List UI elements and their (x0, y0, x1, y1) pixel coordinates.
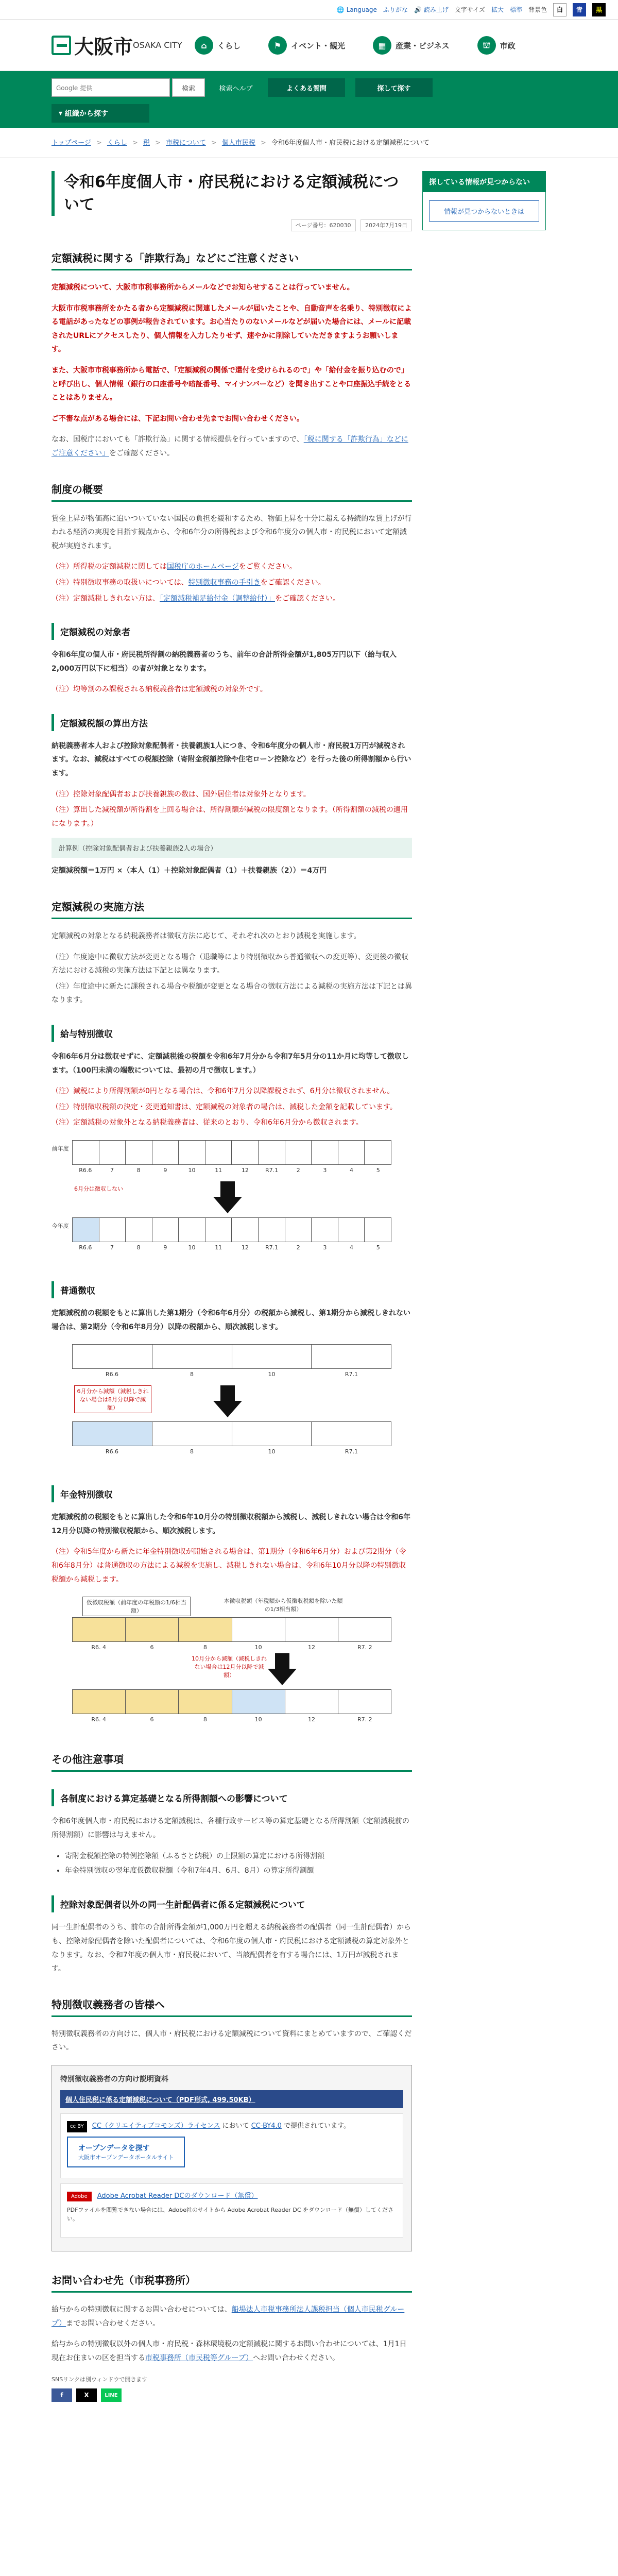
contact-link[interactable]: 船場法人市税事務所法人課税担当（個人市民税グループ） (52, 2306, 405, 2328)
paragraph: 同一生計配偶者のうち、前年の合計所得金額が1,000万円を超える納税義務者の配偶者（同一生計配偶者）からも、控除対象配偶者を除いた配偶者については、令和6年度の個人市・府民税における定額減税の算定対象外となります。なお、令和7年度の個人市・府民税において、当該配偶者を有する場合には、1万円が減税されます。 (52, 1923, 411, 1973)
nav-label: くらし (217, 41, 241, 50)
provisional-cell (179, 1618, 232, 1641)
download-box (52, 2065, 412, 2251)
paragraph: 定額減税前の税額をもとに算出した令和6年10月分の特別徴収税額から減税し、減税しきれない場合は令和6年12月分以降の特別徴収税額から、順次減税します。 (52, 1513, 410, 1535)
subsection-heading: 普通徴収 (52, 1281, 412, 1298)
period-cell (312, 1345, 391, 1368)
paragraph: また、大阪市市税事務所から電話で、「定額減税の関係で還付を受けられるので」や「給付金を振り込むので」と呼び出し、個人情報（銀行の口座番号や暗証番号、マイナンバーなど）を聞き出すことや口座振込手続をとることはありません。 (52, 366, 411, 402)
down-arrow-icon (268, 1669, 297, 1685)
faq-button[interactable]: よくある質問 (268, 78, 345, 97)
tick: 2 (296, 1244, 300, 1251)
month-cell (365, 1141, 391, 1164)
tick: 5 (376, 1166, 380, 1174)
period-cell (312, 1422, 391, 1446)
cc-badge-icon: cc BY (67, 2121, 87, 2132)
building-icon: ▦ (373, 36, 391, 55)
month-cell (205, 1141, 232, 1164)
text: （注）所得税の定額減税に関しては (52, 563, 167, 571)
tick: 8 (190, 1371, 194, 1378)
cc-by-link[interactable]: CC-BY4.0 (251, 2122, 282, 2130)
osaka-mark-icon (52, 36, 71, 55)
period-cell (152, 1422, 232, 1446)
tick: 6 (150, 1716, 154, 1723)
breadcrumb: トップページ > くらし > 税 > 市税について > 個人市民税 > 令和6年度個人市・府民税における定額減税について (0, 128, 618, 158)
calc-example-label: 計算例（控除対象配偶者および扶養親族2人の場合） (52, 838, 412, 858)
down-arrow-icon (213, 1197, 242, 1213)
breadcrumb-current: 令和6年度個人市・府民税における定額減税について (271, 139, 430, 147)
subsection-heading: 各制度における算定基礎となる所得割額への影響について (52, 1789, 412, 1806)
paragraph: 賃金上昇が物価高に追いついていない国民の負担を緩和するため、物価上昇を十分に超える持続的な賃上げが行われる経済の実現を目指す観点から、令和6年分の所得税および令和6年度分の個人市・府民税において定額減税が実施されます。 (52, 514, 412, 550)
tick: 4 (350, 1244, 354, 1251)
note: （注）算出した減税額が所得割を上回る場合は、所得割額が減税の限度額となります。（所得割額の減税の適用になります。） (52, 806, 408, 828)
nav-business[interactable] (364, 29, 459, 62)
size-large-label: 拡大 (491, 6, 504, 13)
tick: R6.6 (79, 1166, 92, 1174)
month-cell (179, 1141, 205, 1164)
month-cell-skipped (73, 1218, 99, 1242)
paragraph: 特別徴収義務者の方向けに、個人市・府民税における定額減税について資料にまとめていますので、ご確認ください。 (52, 2029, 412, 2052)
row-label: 今年度 (52, 1222, 69, 1229)
not-found-button[interactable]: 情報が見つからないときは (429, 200, 539, 222)
period-cell (152, 1345, 232, 1368)
period-cell-reduced (73, 1422, 152, 1446)
provisional-cell (126, 1690, 179, 1714)
tick: 8 (136, 1166, 141, 1174)
period-axis (72, 1448, 391, 1455)
subsection-heading: 控除対象配偶者以外の同一生計配偶者に係る定額減税について (52, 1895, 412, 1912)
flag-icon: ⚑ (268, 36, 287, 55)
month-cell (205, 1218, 232, 1242)
tick: 12 (307, 1716, 315, 1723)
main-cell (285, 1618, 338, 1641)
period-cell (232, 1422, 312, 1446)
furigana-label: ふりがな (383, 6, 408, 13)
tick: R7.1 (345, 1448, 358, 1455)
provisional-cell (126, 1618, 179, 1641)
nav-event[interactable] (259, 29, 354, 62)
font-size-large-button[interactable] (491, 5, 504, 14)
tick: R6.6 (105, 1448, 119, 1455)
month-cell (152, 1141, 179, 1164)
note (52, 576, 412, 590)
font-size-standard-button[interactable] (510, 5, 522, 14)
paragraph: 定額減税について、大阪市市税事務所からメールなどでお知らせすることは行っていません。 (52, 283, 354, 292)
main-cell (285, 1690, 338, 1714)
org-search-label: 組織から探す (64, 110, 108, 118)
tick: 3 (323, 1244, 327, 1251)
open-data-label: オープンデータを探す (78, 2144, 150, 2153)
sidebar-title: 探している情報が見つからない (423, 172, 545, 192)
provisional-cell (73, 1690, 126, 1714)
page-id: ページ番号：620030 (291, 219, 356, 231)
open-data-button[interactable] (67, 2137, 185, 2167)
diagram-row-before (72, 1617, 391, 1642)
text: までお問い合わせください。 (66, 2319, 160, 2328)
month-axis (72, 1244, 391, 1251)
text: 給与からの特別徴収に関するお問い合わせについては、 (52, 2306, 232, 2314)
download-box-title: 特別徴収義務者の方向け説明資料 (60, 2075, 168, 2083)
page-date: 2024年7月19日 (360, 219, 412, 231)
text: をご確認ください。 (260, 578, 325, 587)
provisional-cell (179, 1690, 232, 1714)
diagram-row-before (72, 1140, 391, 1165)
diagram-label: 仮徴収税額（前年度の年税額の1/6相当額） (82, 1597, 191, 1616)
month-cell (73, 1141, 99, 1164)
cc-license-box (60, 2113, 403, 2178)
tick: R6. 4 (91, 1716, 106, 1723)
month-cell (365, 1218, 391, 1242)
paragraph: 納税義務者本人および控除対象配偶者・扶養親族1人につき、令和6年度分の個人市・府民税1万円が減税されます。なお、減税はすべての税額控除（寄附金税額控除や住宅ローン控除など）を行った後の所得割額から行います。 (52, 741, 411, 778)
guide-link[interactable]: 特別徴収事務の手引き (188, 578, 261, 587)
diagram-note: 6月分から減額（減税しきれない場合は8月分以降で減額） (74, 1385, 151, 1413)
text: なお、国税庁においても「詐欺行為」に関する情報提供を行っていますので、 (52, 435, 304, 444)
search-bar-area (0, 71, 618, 128)
tick: 10 (188, 1166, 196, 1174)
tick: 8 (203, 1644, 207, 1651)
tick: R7.1 (345, 1371, 358, 1378)
tick: 12 (241, 1166, 249, 1174)
text: 給与からの特別徴収以外の個人市・府民税・森林環境税の定額減税に関するお問い合わせについては、1月1日現在お住まいの区を担当する (52, 2340, 407, 2362)
tick: R7.1 (265, 1244, 279, 1251)
tick: 11 (215, 1166, 222, 1174)
diagram-label: 本徴収税額（年税額から仮徴収税額を除いた額の1/3相当額） (224, 1598, 343, 1613)
paragraph: 大阪市市税事務所をかたる者から定額減税に関連したメールが届いたことや、自動音声を名乗り、特別徴収による電話があったなどの事例が報告されています。お心当たりのないメールなどが届いた場合には、メールに記載されたURLにアクセスしたり、個人情報を入力したりせず、速やかに削除していただきますようお願いします。 (52, 304, 412, 354)
tick: 10 (268, 1448, 276, 1455)
tick: R7. 2 (357, 1716, 372, 1723)
search-button[interactable]: 検索 (172, 78, 205, 97)
month-cell (312, 1218, 338, 1242)
search-input[interactable]: Google 提供 (52, 78, 170, 97)
month-cell (152, 1218, 179, 1242)
benefit-link[interactable]: 「定額減税補足給付金（調整給付）」 (160, 594, 275, 603)
color-label: 背景色 (528, 6, 547, 13)
month-cell (99, 1141, 126, 1164)
tick: 7 (110, 1166, 114, 1174)
cc-license-link[interactable]: CC（クリエイティブコモンズ）ライセンス (92, 2122, 220, 2130)
tick: 12 (307, 1644, 315, 1651)
reading-label: 読み上げ (423, 6, 449, 13)
language-label: Language (346, 6, 377, 13)
browse-button[interactable]: 探して探す (355, 78, 433, 97)
pdf-row (60, 2090, 403, 2108)
subsection-heading: 定額減税の対象者 (52, 623, 412, 640)
open-data-sub: 大阪市オープンデータポータルサイト (78, 2154, 174, 2161)
sns-share (52, 2388, 412, 2402)
nav-label: イベント・観光 (291, 41, 346, 50)
period-cell (232, 1345, 312, 1368)
down-arrow-icon (213, 1401, 242, 1417)
calc-formula: 定額減税額＝1万円 ×（本人（1）＋控除対象配偶者（1）＋扶養親族（2））＝4万円 (52, 867, 327, 875)
text: へお問い合わせください。 (253, 2353, 340, 2362)
month-cell (338, 1218, 365, 1242)
tick: 10 (254, 1644, 262, 1651)
breadcrumb-item[interactable]: トップページ (52, 139, 91, 147)
month-axis (72, 1167, 391, 1174)
tick: 2 (296, 1166, 300, 1174)
text: をご確認ください。 (109, 449, 174, 457)
main-cell (338, 1618, 391, 1641)
subsection-heading: 給与特別徴収 (52, 1025, 412, 1042)
text: をご確認ください。 (275, 594, 340, 603)
color-white-button[interactable]: 白 (553, 3, 566, 16)
note (52, 560, 412, 574)
logo-text: 大阪市 (74, 35, 133, 58)
paragraph: 令和6年6月分は徴収せずに、定額減税後の税額を令和6年7月分から令和7年5月分の11か月に均等して徴収します。（100円未満の端数については、最初の月で徴収します。） (52, 1053, 409, 1075)
salary-withholding-diagram (52, 1140, 412, 1264)
section-heading: 特別徴収義務者の皆様へ (52, 1996, 412, 2017)
tick: 5 (376, 1244, 380, 1251)
month-cell (126, 1141, 152, 1164)
note: （注）減税により所得割額が0円となる場合は、令和6年7月分以降課税されず、6月分は徴収されません。 (52, 1087, 394, 1096)
text: において (222, 2122, 249, 2130)
page-meta (52, 221, 412, 229)
acrobat-box (60, 2183, 403, 2238)
tick: 9 (163, 1166, 167, 1174)
language-link[interactable]: 🌐 Language (336, 6, 377, 13)
paragraph: 定額減税の対象となる納税義務者は徴収方法に応じて、それぞれ次のとおり減税を実施します。 (52, 932, 361, 941)
facebook-icon[interactable]: f (52, 2388, 72, 2402)
month-cell (232, 1141, 259, 1164)
tick: 8 (190, 1448, 194, 1455)
ordinary-collection-diagram (52, 1344, 412, 1468)
list-item: • 年金特別徴収の翌年度仮徴収税額（令和7年4月、6月、8月）の算定所得割額 (65, 1863, 412, 1878)
tick: 8 (136, 1244, 141, 1251)
tick: 10 (254, 1716, 262, 1723)
breadcrumb-item[interactable]: くらし (107, 139, 127, 147)
search-help-link[interactable]: 検索ヘルプ (219, 84, 253, 93)
month-cell (312, 1141, 338, 1164)
acrobat-badge-icon: Adobe (67, 2192, 92, 2201)
tick: R7. 2 (357, 1644, 372, 1651)
sns-note: SNSリンクは別ウィンドウで開きます (52, 2376, 148, 2383)
tick: 11 (215, 1244, 222, 1251)
diagram-row-after (72, 1217, 391, 1242)
paragraph (52, 433, 412, 460)
page-title: 令和6年度個人市・府民税における定額減税について (52, 171, 412, 216)
main-content (52, 171, 412, 2402)
site-header (0, 20, 618, 71)
tick: 9 (163, 1244, 167, 1251)
nav-label: 市政 (500, 41, 516, 50)
paragraph: 定額減税前の税額をもとに算出した第1期分（令和6年6月分）の税額から減税し、第1期分から減税しきれない場合は、第2期分（令和6年8月分）以降の税額から、順次減税します。 (52, 1309, 410, 1331)
period-cell (73, 1345, 152, 1368)
tick: 7 (110, 1244, 114, 1251)
section-heading: お問い合わせ先（市税事務所） (52, 2272, 412, 2293)
font-size-label: 文字サイズ (454, 6, 485, 13)
utility-bar (0, 0, 618, 20)
nav-kurashi[interactable] (185, 29, 250, 62)
note: （注）定額減税の対象外となる納税義務者は、従来のとおり、令和6年6月分から徴収されます。 (52, 1118, 363, 1127)
paragraph: 令和6年度個人市・府民税における定額減税は、各種行政サービス等の算定基礎となる所得割額（定額減税前の所得割額）に影響は与えません。 (52, 1817, 409, 1839)
text: をご覧ください。 (238, 563, 297, 571)
acrobat-note: PDFファイルを閲覧できない場合には、Adobe社のサイトから Adobe Acrobat Reader DC をダウンロード（無償）してください。 (67, 2206, 394, 2223)
breadcrumb-item[interactable]: 市税について (166, 139, 206, 147)
row-label: 前年度 (52, 1145, 69, 1152)
not-found-box (422, 171, 546, 230)
provisional-cell (73, 1618, 126, 1641)
tick: R7.1 (265, 1166, 279, 1174)
note: （注）令和5年度から新たに年金特別徴収が開始される場合は、第1期分（令和6年6月分）および第2期分（令和6年8月分）は普通徴収の方法による減税を実施し、減税しきれない場合は、令和6年10月分以降の特別徴収税額から減税します。 (52, 1548, 406, 1584)
month-cell (285, 1218, 312, 1242)
acrobat-link[interactable]: Adobe Acrobat Reader DCのダウンロード（無償） (97, 2192, 258, 2200)
tick: 6 (150, 1644, 154, 1651)
diagram-row-after (72, 1689, 391, 1714)
site-logo[interactable] (52, 31, 133, 59)
subsection-heading: 定額減税額の算出方法 (52, 714, 412, 731)
tick: 10 (188, 1244, 196, 1251)
section-heading: 定額減税の実施方法 (52, 899, 412, 919)
nav-shisei[interactable] (468, 29, 525, 62)
note: （注）年度途中に新たに課税される場合や税額が変更となる場合の徴収方法による減税の実施方法は下記とは異なります。 (52, 982, 412, 1005)
month-axis (72, 1716, 391, 1723)
month-axis (72, 1644, 391, 1651)
diagram-row-after (72, 1421, 391, 1446)
tick: R6.6 (79, 1244, 92, 1251)
tick: 4 (350, 1166, 354, 1174)
color-blue-button[interactable]: 青 (573, 3, 586, 16)
breadcrumb-item[interactable]: 税 (143, 139, 150, 147)
note: （注）控除対象配偶者および扶養親族の数は、国外居住者は対象外となります。 (52, 790, 311, 799)
cc-text (67, 2120, 397, 2132)
main-cell-reduced (232, 1690, 285, 1714)
month-cell (99, 1218, 126, 1242)
cityhall-icon: ⛫ (477, 36, 496, 55)
tick: 12 (241, 1244, 249, 1251)
furigana-link[interactable] (383, 5, 408, 14)
section-heading: 制度の概要 (52, 481, 412, 502)
month-cell (259, 1141, 285, 1164)
month-cell (259, 1218, 285, 1242)
month-cell (338, 1141, 365, 1164)
nta-link[interactable]: 国税庁のホームページ (167, 563, 239, 571)
main-nav (185, 20, 525, 71)
section-heading: その他注意事項 (52, 1751, 412, 1772)
bullet-list (65, 1849, 412, 1878)
section-heading: 定額減税に関する「詐欺行為」などにご注意ください (52, 250, 412, 270)
diagram-row-before (72, 1344, 391, 1369)
period-axis (72, 1371, 391, 1378)
text: （注）特別徴収事務の取扱いについては、 (52, 578, 188, 587)
contact-link[interactable]: 市税事務所（市民税等グループ） (145, 2353, 253, 2362)
logo-subtitle: OSAKA CITY (133, 40, 182, 50)
paragraph (52, 2337, 412, 2365)
main-cell (338, 1690, 391, 1714)
month-cell (179, 1218, 205, 1242)
pdf-download-link[interactable]: 個人住民税に係る定額減税について（PDF形式, 499.50KB） (65, 2096, 255, 2104)
text: （注）定額減税しきれない方は、 (52, 594, 160, 603)
diagram-note: 6月分は徴収しない (74, 1185, 123, 1192)
diagram-note: 10月分から減額（減税しきれない場合は12月分以降で減額） (192, 1655, 267, 1679)
x-icon[interactable]: X (76, 2388, 97, 2402)
breadcrumb-item[interactable]: 個人市民税 (221, 139, 255, 147)
text: で提供されています。 (284, 2122, 351, 2130)
line-icon[interactable]: LINE (101, 2388, 122, 2402)
list-item: • 寄附金税額控除の特例控除額（ふるさと納税）の上限額の算定における所得割額 (65, 1849, 412, 1863)
sidebar (422, 171, 546, 230)
note: （注）特別徴収税額の決定・変更通知書は、定額減税の対象者の場合は、減税した金額を記載しています。 (52, 1103, 397, 1111)
main-cell (232, 1618, 285, 1641)
subsection-heading: 年金特別徴収 (52, 1485, 412, 1502)
house-icon: ⌂ (195, 36, 213, 55)
org-search-button[interactable]: ▾ 組織から探す (52, 104, 149, 123)
note: （注）均等割のみ課税される納税義務者は定額減税の対象外です。 (52, 685, 267, 694)
tick: 10 (268, 1371, 276, 1378)
month-cell (232, 1218, 259, 1242)
size-standard-label: 標準 (509, 6, 522, 13)
color-black-button[interactable]: 黒 (592, 3, 606, 16)
paragraph: ご不審な点がある場合には、下記お問い合わせ先までお問い合わせください。 (52, 414, 304, 423)
note (52, 592, 412, 606)
paragraph: 令和6年度の個人市・府民税所得割の納税義務者のうち、前年の合計所得金額が1,805万円以下（給与収入2,000万円以下に相当）の者が対象となります。 (52, 651, 397, 673)
month-cell (285, 1141, 312, 1164)
tick: R6. 4 (91, 1644, 106, 1651)
month-cell (126, 1218, 152, 1242)
scam-info-link[interactable]: 「税に関する「詐欺行為」などにご注意ください」 (52, 435, 408, 457)
nav-label: 産業・ビジネス (396, 41, 450, 50)
pension-withholding-diagram (52, 1597, 412, 1731)
tick: 3 (323, 1166, 327, 1174)
tick: 8 (203, 1716, 207, 1723)
tick: R6.6 (105, 1371, 119, 1378)
paragraph (52, 2303, 412, 2330)
reading-link[interactable]: 🔊 読み上げ (414, 6, 449, 13)
note: （注）年度途中に徴収方法が変更となる場合（退職等により特別徴収から普通徴収への変更等）、変更後の徴収方法における減税の実施方法は下記とは異なります。 (52, 953, 408, 975)
